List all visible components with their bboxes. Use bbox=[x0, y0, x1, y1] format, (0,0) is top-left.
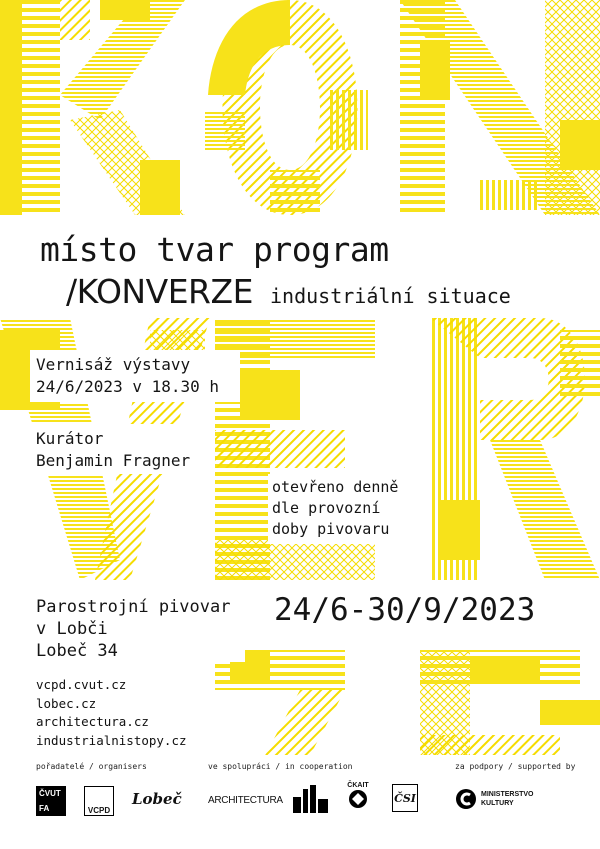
industrial-heritage-logo bbox=[293, 785, 329, 813]
curator-label: Kurátor bbox=[36, 429, 104, 448]
curator-info bbox=[36, 428, 190, 472]
logo-text: VCPD bbox=[87, 806, 111, 815]
link-industrialnistopy[interactable]: industrialnistopy.cz bbox=[36, 732, 187, 748]
venue-info bbox=[36, 596, 230, 662]
venue-place: v Lobči bbox=[36, 619, 108, 639]
link-vcpd[interactable]: vcpd.cvut.cz bbox=[36, 677, 127, 692]
venue-name: Parostrojní pivovar bbox=[36, 597, 231, 617]
cvut-fa-logo bbox=[36, 786, 66, 816]
letter-n bbox=[400, 0, 600, 215]
curator-name: Benjamin Fragner bbox=[36, 451, 191, 470]
letter-k bbox=[0, 0, 185, 215]
link-architectura[interactable]: architectura.cz bbox=[36, 714, 149, 729]
logo-text: MINISTERSTVO bbox=[481, 791, 534, 798]
logo-text: KULTURY bbox=[481, 800, 514, 807]
csi-logo: ČSI bbox=[392, 784, 418, 812]
opening-label: Vernisáž výstavy bbox=[36, 355, 191, 374]
ministry-culture-logo bbox=[455, 788, 534, 810]
hours-line: otevřeno denně bbox=[272, 478, 399, 496]
lobec-logo: Lobeč bbox=[132, 790, 182, 808]
logo-text: ČKAIT bbox=[347, 782, 369, 789]
logo-text: FA bbox=[39, 804, 50, 813]
exhibition-subtitle: industriální situace bbox=[270, 284, 511, 308]
exhibition-dates: 24/6-30/9/2023 bbox=[274, 592, 536, 628]
opening-hours bbox=[272, 477, 398, 540]
link-lobec[interactable]: lobec.cz bbox=[36, 695, 97, 711]
links-list bbox=[36, 676, 187, 750]
hours-line: doby pivovaru bbox=[272, 520, 390, 538]
venue-address: Lobeč 34 bbox=[36, 641, 118, 661]
supported-label: za podpory / supported by bbox=[455, 762, 576, 771]
letter-r bbox=[430, 318, 600, 580]
letter-o bbox=[205, 0, 368, 215]
vcpd-logo bbox=[84, 786, 114, 816]
opening-datetime: 24/6/2023 v 18.30 h bbox=[36, 377, 220, 396]
ministry-emblem-icon bbox=[455, 788, 477, 810]
opening-info bbox=[36, 354, 219, 398]
exhibition-title: /KONVERZE bbox=[66, 272, 253, 311]
headline: místo tvar program bbox=[40, 230, 389, 269]
hours-line: dle provozní bbox=[272, 499, 381, 517]
organisers-label: pořadatelé / organisers bbox=[36, 762, 147, 771]
cooperation-label: ve spolupráci / in cooperation bbox=[208, 762, 353, 771]
logo-text: ČVUT bbox=[39, 789, 61, 798]
ckait-emblem-icon bbox=[346, 789, 370, 809]
ckait-logo bbox=[345, 782, 371, 813]
architectura-logo: ARCHITECTURA bbox=[208, 795, 283, 806]
